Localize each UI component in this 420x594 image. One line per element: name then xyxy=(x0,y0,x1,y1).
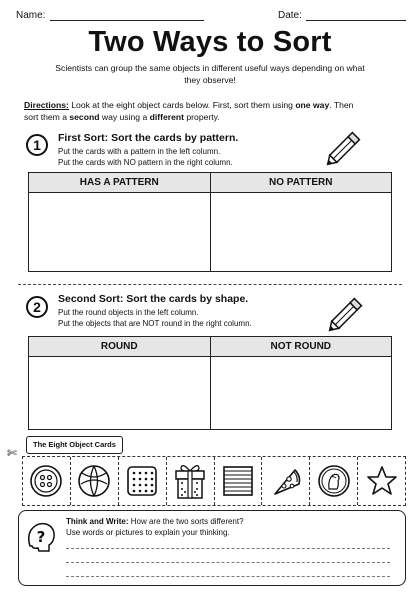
cracker-icon xyxy=(125,464,159,498)
sort1-left-dropzone[interactable] xyxy=(29,193,211,271)
answer-line-1[interactable] xyxy=(66,548,390,549)
button-icon xyxy=(29,464,63,498)
scissors-icon: ✄ xyxy=(7,446,18,460)
coin-icon xyxy=(317,464,351,498)
sort2-table-header xyxy=(29,337,391,357)
step-1-badge: 1 xyxy=(26,134,48,156)
sort2-left-dropzone[interactable] xyxy=(29,357,211,429)
name-label: Name: xyxy=(16,10,46,21)
sort2-line-2: Put the objects that are NOT round in the right column. xyxy=(58,319,252,328)
directions-bold-1: one way xyxy=(295,100,330,110)
directions-text-3: way using a xyxy=(99,112,150,122)
pencil-icon xyxy=(326,290,370,334)
name-date-row xyxy=(16,10,406,24)
gift-icon xyxy=(173,462,207,500)
sort2-instructions xyxy=(58,307,252,329)
date-field[interactable] xyxy=(306,20,406,21)
directions-label: Directions: xyxy=(24,100,69,110)
section-divider xyxy=(18,284,402,285)
think-label: Think and Write: xyxy=(66,517,129,526)
sort2-table xyxy=(28,336,392,430)
sort1-table-header xyxy=(29,173,391,193)
sort1-line-1: Put the cards with a pattern in the left column. xyxy=(58,147,221,156)
card-striped-ball[interactable] xyxy=(70,457,118,505)
card-pizza-slice[interactable] xyxy=(261,457,309,505)
svg-text:?: ? xyxy=(36,528,46,546)
card-coin[interactable] xyxy=(309,457,357,505)
sort2-right-dropzone[interactable] xyxy=(211,357,392,429)
sort1-heading: First Sort: Sort the cards by pattern. xyxy=(58,132,239,144)
directions-text-2: . Then sort them a xyxy=(24,100,354,122)
sort2-table-body xyxy=(29,357,391,429)
card-striped-square[interactable] xyxy=(214,457,262,505)
answer-line-2[interactable] xyxy=(66,562,390,563)
star-icon xyxy=(365,464,399,498)
directions-text-1: Look at the eight object cards below. First, sort them using xyxy=(68,100,296,110)
date-label: Date: xyxy=(278,10,302,21)
directions-bold-3: different xyxy=(149,112,185,122)
sort2-col-right-header: NOT ROUND xyxy=(270,341,332,352)
sort2-col-left-header: ROUND xyxy=(29,337,211,356)
intro-text: Scientists can group the same objects in different useful ways depending on what they observe! xyxy=(55,63,365,85)
card-gift-box[interactable] xyxy=(166,457,214,505)
sort1-right-dropzone[interactable] xyxy=(211,193,392,271)
card-star[interactable] xyxy=(357,457,405,505)
sort2-heading: Second Sort: Sort the cards by shape. xyxy=(58,293,249,305)
directions-text-4: property. xyxy=(184,112,220,122)
card-cracker[interactable] xyxy=(118,457,166,505)
sort1-col-right-header: NO PATTERN xyxy=(268,177,333,188)
pizza-icon xyxy=(269,464,303,498)
sort1-instructions xyxy=(58,146,233,168)
sort1-line-2: Put the cards with NO pattern in the right column. xyxy=(58,158,233,167)
page-title: Two Ways to Sort xyxy=(88,26,332,58)
cards-tab-label: The Eight Object Cards xyxy=(26,436,123,454)
directions xyxy=(24,99,364,123)
pencil-icon xyxy=(324,124,368,168)
name-field[interactable] xyxy=(50,20,204,21)
sort1-table-body xyxy=(29,193,391,271)
think-instruction: Use words or pictures to explain your thinking. xyxy=(66,528,230,537)
step-2-badge: 2 xyxy=(26,296,48,318)
think-and-write-text xyxy=(66,516,244,538)
directions-bold-2: second xyxy=(69,112,100,122)
answer-line-3[interactable] xyxy=(66,576,390,577)
sort1-table xyxy=(28,172,392,272)
striped-square-icon xyxy=(222,465,254,497)
ball-icon xyxy=(77,464,111,498)
object-cards-strip xyxy=(22,456,406,506)
sort2-line-1: Put the round objects in the left column. xyxy=(58,308,199,317)
think-question: How are the two sorts different? xyxy=(128,517,244,526)
card-button[interactable] xyxy=(23,457,70,505)
question-head-icon xyxy=(24,520,58,554)
sort1-col-left-header: HAS A PATTERN xyxy=(29,173,211,192)
